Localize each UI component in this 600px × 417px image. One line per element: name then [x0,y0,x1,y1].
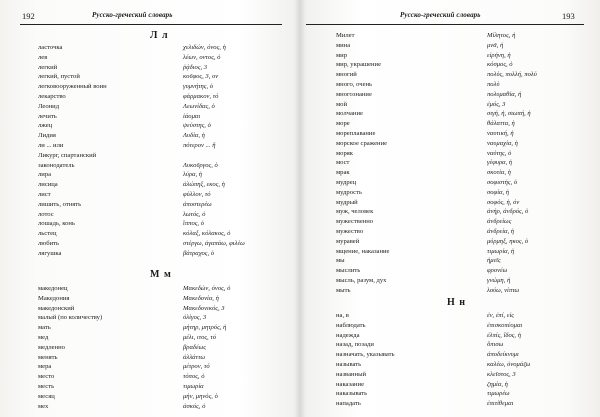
russian-word: наказание [336,380,365,388]
greek-translation: βραδέως [183,343,206,351]
russian-word: назначать, указывать [336,351,395,359]
dictionary-entry [336,178,594,188]
greek-translation: τιμωρέω [487,390,510,398]
greek-translation: πολυμαθία, ἡ [487,90,522,98]
dictionary-entry [336,109,594,119]
greek-translation: μήν, μηνός, ὁ [183,392,218,400]
greek-translation: λύρα, ἡ [183,171,203,179]
dictionary-entry [336,100,594,110]
russian-word: легковооруженный воин [38,83,107,91]
russian-word: льстец [38,230,57,238]
russian-word: лишить, отнять [38,200,82,208]
dictionary-entry [38,72,288,82]
greek-translation: ἀνδρείως [487,218,512,226]
russian-word: мудрец [336,178,357,186]
greek-translation: ἐπιτίθεμαι [487,400,514,408]
russian-word: мудрость [336,188,362,196]
greek-translation: στέργω, ἀγαπάω, φιλέω [183,239,245,247]
russian-word: муравей [336,237,360,245]
greek-translation: ναύτης, ὁ [487,149,512,157]
russian-word: мореплавание [336,129,376,137]
russian-word: названный [336,370,367,378]
russian-word: на, в [336,312,349,319]
russian-word: ласточка [38,44,63,51]
dictionary-entry [336,399,594,409]
greek-translation: ἰάομαι [183,112,201,120]
greek-translation: σοφός, ἡ, όν [487,198,520,206]
greek-translation: σοφιστής, ὁ [487,178,518,186]
russian-word: наблюдать [336,321,366,329]
dictionary-entry [38,382,288,392]
page-number: 192 [22,11,35,21]
running-title: Русско-греческий словарь [92,11,173,19]
dictionary-entry [38,362,288,372]
russian-word: македонский [38,304,75,312]
russian-word: мы [336,257,345,265]
greek-translation: μέτρον, τό [183,363,210,371]
russian-word: любить [38,239,59,247]
greek-translation: Μακεδών, όνος, ὁ [183,285,231,292]
greek-translation: τιμωρία [183,382,204,390]
dictionary-entry [336,139,594,149]
dictionary-entry [336,350,594,360]
dictionary-entry [38,112,288,122]
entry-list-m-cont [336,31,594,296]
dictionary-entry [38,304,288,314]
russian-word: мужество [336,227,364,235]
dictionary-entry [38,229,288,239]
dictionary-entry [336,198,594,208]
russian-word: наказывать [336,390,368,398]
dictionary-entry [38,353,288,363]
greek-translation: φρονέω [487,267,508,275]
dictionary-entry [38,372,288,382]
dictionary-entry [336,188,594,198]
dictionary-entry [336,311,594,321]
russian-word: называть [336,360,362,368]
russian-word: мина [336,41,351,49]
russian-word: мир [336,51,347,59]
dictionary-entry [38,323,288,333]
russian-word: мать [38,324,51,332]
greek-translation: ἀνδρεία, ἡ [487,227,515,235]
russian-word: месть [38,382,55,390]
greek-translation: ἐν, ἐπί, εἰς [487,312,514,319]
russian-word: лев [38,53,48,61]
greek-translation: πολύς, πολλή, πολύ [487,71,537,79]
dictionary-entry [336,389,594,399]
russian-word: лягушка [38,249,62,257]
entry-list-m [38,284,288,411]
dictionary-entry [336,168,594,178]
russian-word: мудрый [336,198,358,206]
dictionary-entry [336,129,594,139]
greek-translation: σκοτία, ἡ [487,169,511,177]
russian-word: Милет [336,32,355,39]
dictionary-entry [38,63,288,73]
dictionary-entry [38,161,288,171]
dictionary-entry [336,276,594,286]
greek-translation: κοῦφος, 3, ον [183,73,219,81]
greek-translation: ἀλώπηξ, εκος, ἡ [183,181,225,189]
greek-translation: γυμνήτης, ὁ [183,83,214,91]
greek-translation: μέλι, ιτος, τό [183,333,217,341]
greek-translation: ἀποδείκνυμι [487,351,519,359]
greek-translation: μνᾶ, ἡ [487,41,504,49]
dictionary-entry [38,53,288,63]
russian-word: легкий [38,63,58,71]
dictionary-entry [38,200,288,210]
dictionary-entry [336,70,594,80]
greek-translation: κλεῖστος, 3 [487,370,516,378]
running-title: Русско-греческий словарь [400,11,481,19]
dictionary-entry [38,151,288,161]
dictionary-entry [336,380,594,390]
entry-list-n [336,311,594,409]
greek-translation: ζημία, ἡ [487,380,508,388]
greek-translation: ἐπισκοπέομαι [487,321,523,329]
dictionary-entry [38,131,288,141]
greek-translation: εἰρήνη, ἡ [487,51,511,59]
dictionary-entry [336,340,594,350]
dictionary-entry [38,82,288,92]
russian-word: месяц [38,392,55,400]
dictionary-entry [38,313,288,323]
russian-word: Леонид [38,102,60,110]
russian-word: мыть [336,286,351,294]
russian-word: лисица [38,181,58,189]
dictionary-entry [38,402,288,412]
greek-translation: χελιδών, όνος, ἡ [183,44,226,51]
russian-word: муж, человек [336,208,374,216]
entry-list-l [38,43,288,259]
greek-translation: μήτηρ, μητρός, ἡ [183,324,227,332]
russian-word: македонец [38,285,68,292]
greek-translation: γνώμη, ἡ [487,276,511,284]
russian-word: лотос [38,210,54,218]
russian-word: мрак [336,169,350,177]
russian-word: лечить [38,112,57,120]
greek-translation: ἀσκός, ὁ [183,402,206,410]
dictionary-entry [336,119,594,129]
greek-translation: ἵππος, ὁ [183,220,205,228]
greek-translation: λέων, οντος, ὁ [183,53,221,61]
dictionary-entry [38,102,288,112]
greek-translation: ἐμός, 3 [487,100,506,108]
greek-translation: λούω, νίπτω [487,286,520,294]
dictionary-entry [336,266,594,276]
page-number: 193 [562,11,575,21]
section-heading-m: М м [150,269,172,280]
russian-word: законодатель [38,161,75,169]
russian-word: надежда [336,331,360,339]
dictionary-entry [336,80,594,90]
russian-word: мир, украшение [336,61,382,69]
header-rule [306,24,584,25]
greek-translation: ὀλίγος, 3 [183,314,207,322]
dictionary-entry [336,60,594,70]
dictionary-entry [38,239,288,249]
russian-word: мыслить [336,267,361,275]
dictionary-entry [38,180,288,190]
greek-translation: ἀποστερέω [183,200,212,208]
greek-translation: ἀλλάττω [183,353,206,361]
dictionary-entry [336,286,594,296]
dictionary-entry [38,121,288,131]
greek-translation: ναυτική, ἡ [487,129,514,137]
russian-word: место [38,373,55,381]
dictionary-entry [38,190,288,200]
dictionary-entry [336,207,594,217]
russian-word: лжец [38,122,53,130]
greek-translation: πολύ [487,80,500,88]
dictionary-entry [38,92,288,102]
russian-word: лира [38,171,52,179]
russian-word: мост [336,159,350,167]
russian-word: мой [336,100,347,108]
greek-translation: Λεωνίδας, ὁ [183,102,215,110]
greek-translation: φύλλον, τό [183,190,211,198]
dictionary-entry [336,90,594,100]
russian-word: мщение, наказание [336,247,390,255]
russian-word: многознание [336,90,372,98]
greek-translation: θάλαττα, ἡ [487,120,515,128]
greek-translation: σιγή, ἡ, σιωπή, ἡ [487,110,531,118]
dictionary-entry [38,343,288,353]
greek-translation: τόπος, ὁ [183,373,205,381]
russian-word: мужественно [336,218,374,226]
greek-translation: φάρμακον, τό [183,92,219,100]
russian-word: лист [38,190,51,198]
russian-word: многий [336,71,357,79]
dictionary-entry [336,370,594,380]
russian-word: лошадь, конь [38,220,75,228]
russian-word: менять [38,353,58,361]
greek-translation: πότερον ... ἤ [183,141,216,149]
greek-translation: μύρμηξ, ηκος, ὁ [487,237,529,245]
russian-word: ли ... или [38,141,64,149]
greek-translation: γέφυρα, ἡ [487,159,513,167]
dictionary-entry [38,210,288,220]
russian-word: много, очень [336,80,373,88]
dictionary-entry [336,237,594,247]
dictionary-entry [336,360,594,370]
greek-translation: καλέω, ὀνομάζω [487,360,531,368]
russian-word: Македония [38,294,70,302]
russian-word: мера [38,363,52,371]
greek-translation: ψεύστης, ὁ [183,122,211,130]
greek-translation: σοφία, ἡ [487,188,510,196]
greek-translation: ναυμαχία, ἡ [487,139,518,147]
greek-translation: κόλαξ, κόλακος, ὁ [183,230,231,238]
dictionary-entry [336,51,594,61]
header-rule [20,24,282,25]
russian-word: море [336,120,350,128]
russian-word: Лидия [38,132,56,140]
russian-word: моряк [336,149,354,157]
russian-word: легкий, пустой [38,73,80,81]
russian-word: назад, позади [336,341,374,349]
russian-word: нападать [336,400,361,408]
greek-translation: τιμωρία, ἡ [487,247,515,255]
greek-translation: ἡμεῖς [487,257,501,265]
russian-word: морское сражение [336,139,388,147]
dictionary-entry [336,158,594,168]
greek-translation: λωτός, ὁ [183,210,206,218]
greek-translation: Μακεδονία, ἡ [183,294,219,302]
greek-translation: ὄπισω [487,341,504,349]
section-heading-l: Л л [150,30,169,41]
dictionary-entry [38,43,288,53]
russian-word: Ликург, спартанский [38,151,97,159]
dictionary-entry [336,247,594,257]
greek-translation: Λυδία, ἡ [183,132,205,140]
russian-word: мысль, разум, дух [336,276,387,284]
dictionary-entry [336,256,594,266]
greek-translation: Μακεδονικός, 3 [183,304,225,312]
greek-translation: κόσμος, ὁ [487,61,513,69]
dictionary-entry [38,219,288,229]
russian-word: мех [38,402,49,410]
russian-word: молчание [336,110,363,118]
dictionary-entry [38,249,288,259]
dictionary-entry [38,284,288,294]
dictionary-entry [336,149,594,159]
dictionary-entry [336,41,594,51]
russian-word: лекарство [38,92,66,100]
section-heading-n: Н н [447,297,467,308]
dictionary-entry [38,294,288,304]
russian-word: малый (по количеству) [38,314,103,322]
greek-translation: ἐλπίς, ἴδος, ἡ [487,331,521,339]
greek-translation: ἀνήρ, ἀνδρός, ὁ [487,208,529,216]
dictionary-entry [38,333,288,343]
greek-translation: Μίλητος, ἡ [487,32,516,39]
dictionary-entry [336,321,594,331]
dictionary-entry [336,217,594,227]
russian-word: медленно [38,343,65,351]
greek-translation: Λυκοῦργος, ὁ [183,161,218,169]
dictionary-entry [336,331,594,341]
dictionary-entry [38,392,288,402]
right-page [300,0,600,417]
russian-word: мед [38,333,49,341]
dictionary-entry [336,31,594,41]
greek-translation: ῥᾴδιος, 3 [183,63,208,71]
dictionary-entry [38,141,288,151]
dictionary-entry [38,170,288,180]
dictionary-entry [336,227,594,237]
greek-translation: βάτραχος, ὁ [183,249,215,257]
